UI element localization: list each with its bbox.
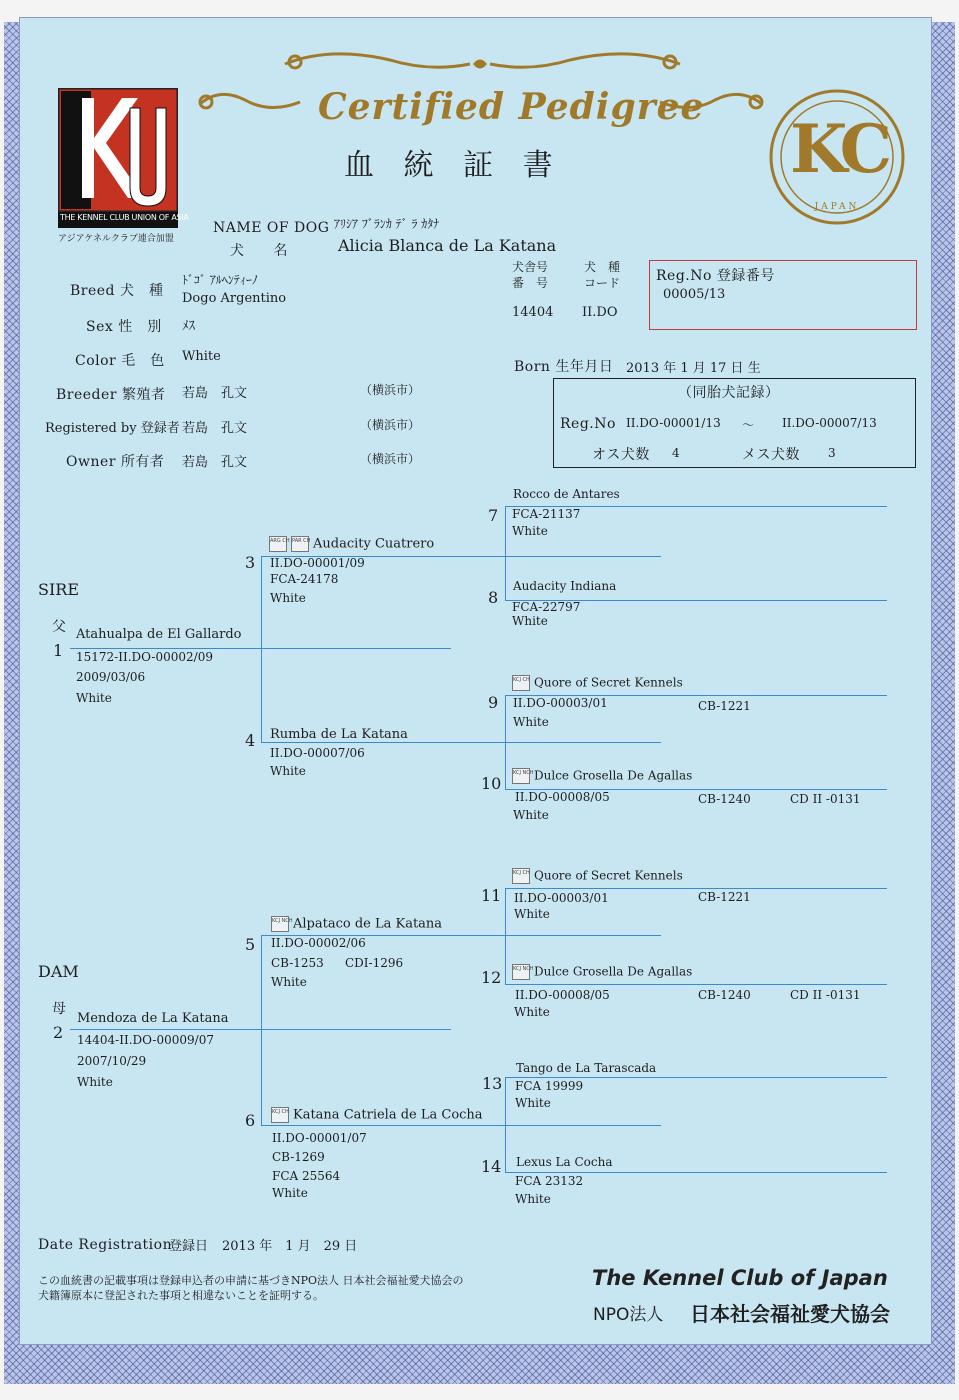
kua-name-jp: アジアケネルクラブ連合加盟 (58, 234, 174, 244)
p3-name: Audacity Cuatrero (313, 536, 435, 552)
p8-name: Audacity Indiana (513, 579, 617, 593)
litter-to: II.DO-00007/13 (782, 416, 877, 430)
vline-2 (261, 935, 262, 1125)
p12-color: White (514, 1005, 550, 1019)
litter-tilde: ～ (742, 418, 755, 432)
certification-line-1: この血統書の記載事項は登録申込者の申請に基づきNPO法人 日本社会福祉愛犬協会の (38, 1274, 464, 1287)
dog-name-kana: ｱﾘｼｱ ﾌﾞﾗﾝｶ ﾃﾞ ﾗ ｶﾀﾅ (334, 217, 440, 231)
litter-from: II.DO-00001/13 (626, 416, 721, 430)
p5-cdi: CDI-1296 (345, 956, 404, 970)
pedigree-number-3: 3 (245, 553, 256, 572)
p4-reg: II.DO-00007/06 (270, 746, 365, 760)
date-registration-label: Date Registration (38, 1237, 173, 1253)
p13-reg: FCA 19999 (515, 1079, 584, 1093)
reg-label: Reg.No 登録番号 (656, 268, 775, 284)
p10-title (512, 768, 692, 784)
title-badge: KCJ CH (271, 1107, 289, 1123)
p9-cb: CB-1221 (698, 699, 751, 713)
kennel-label-1: 犬舎号 (512, 260, 549, 274)
p6-color: White (272, 1186, 308, 1200)
breed-kana: ﾄﾞｺﾞ ｱﾙﾍﾝﾃｨｰﾉ (182, 273, 258, 287)
p6-title (271, 1107, 483, 1123)
pedigree-number-10: 10 (481, 774, 502, 793)
p10-name: Dulce Grosella De Agallas (534, 768, 693, 783)
kc-country: JAPAN (814, 202, 860, 212)
pedigree-number-8: 8 (488, 588, 499, 607)
p1-dob: 2009/03/06 (76, 670, 146, 684)
p14-name: Lexus La Cocha (516, 1155, 613, 1169)
breed-code-label-1: 犬 種 (584, 260, 621, 274)
p14-color: White (515, 1192, 551, 1206)
p5-title (271, 916, 442, 932)
title-badge: KCJ NCH (271, 916, 289, 932)
pedigree-number-5: 5 (245, 935, 256, 954)
registered-label: Registered by 登録者 (45, 421, 180, 436)
kua-logo (58, 88, 189, 244)
vline-6 (505, 1077, 506, 1172)
litter-title: （同胎犬記録） (678, 385, 780, 401)
kennel-number: 14404 (512, 305, 554, 320)
p13-color: White (515, 1096, 551, 1110)
p3-extra: FCA-24178 (270, 572, 339, 586)
line-6 (261, 1125, 661, 1126)
p1-reg: 15172-II.DO-00002/09 (76, 650, 213, 664)
dog-name: Alicia Blanca de La Katana (338, 236, 557, 255)
sire-label: SIRE (38, 580, 80, 599)
owner-value: 若島 孔文 (182, 455, 248, 470)
name-label-en: NAME OF DOG (213, 220, 330, 236)
p11-cb: CB-1221 (698, 890, 751, 904)
vline-5 (505, 888, 506, 984)
color-value: White (182, 349, 221, 364)
p2-name: Mendoza de La Katana (77, 1011, 229, 1026)
males-label: オス犬数 (592, 447, 650, 463)
org-name-jp: 日本社会福祉愛犬協会 (690, 1302, 890, 1326)
p5-cb: CB-1253 (271, 956, 324, 970)
dam-label: DAM (38, 962, 79, 981)
litter-box (553, 378, 916, 468)
vline-4 (505, 695, 506, 789)
title-badge: ARG CH (269, 536, 287, 552)
p10-color: White (513, 808, 549, 822)
p11-name: Quore of Secret Kennels (534, 868, 683, 883)
pedigree-number-1: 1 (53, 641, 64, 660)
sex-value: ﾒｽ (182, 319, 195, 334)
females-label: メス犬数 (742, 447, 800, 463)
p6-name: Katana Catriela de La Cocha (293, 1107, 483, 1123)
breeder-city: （横浜市） (360, 383, 421, 397)
pedigree-number-6: 6 (245, 1111, 256, 1130)
breed-value: Dogo Argentino (182, 291, 287, 306)
breed-label: Breed 犬 種 (70, 283, 164, 299)
kennel-label-2: 番 号 (512, 276, 549, 290)
p3-title (269, 536, 434, 552)
p5-color: White (271, 975, 307, 989)
line-11 (505, 888, 887, 889)
title-badge: KCJ NCH (512, 964, 530, 980)
p3-color: White (270, 591, 306, 605)
p5-name: Alpataco de La Katana (293, 916, 443, 932)
p10-cd: CD II -0131 (790, 792, 861, 806)
title-badge: KCJ CH (512, 868, 530, 884)
title-badge: KCJ NCH (512, 768, 530, 784)
title-badge: KCJ CH (512, 675, 530, 691)
reg-number: 00005/13 (663, 287, 726, 302)
pedigree-number-14: 14 (481, 1157, 502, 1176)
kc-logo (768, 88, 906, 226)
p12-cd: CD II -0131 (790, 988, 861, 1002)
males-count: 4 (672, 446, 680, 460)
name-label-jp: 犬 名 (230, 243, 288, 259)
date-registration-value: 2013 年 1 月 29 日 (222, 1239, 358, 1254)
pedigree-number-9: 9 (488, 693, 499, 712)
p9-color: White (513, 715, 549, 729)
line-4 (261, 742, 661, 743)
breed-code: II.DO (582, 305, 618, 320)
pedigree-number-12: 12 (481, 968, 502, 987)
p3-reg: II.DO-00001/09 (270, 556, 365, 570)
p8-color: White (512, 614, 548, 628)
p4-name: Rumba de La Katana (270, 727, 408, 742)
color-label: Color 毛 色 (75, 353, 165, 369)
litter-reg-label: Reg.No (560, 416, 616, 432)
p10-reg: II.DO-00008/05 (515, 790, 610, 804)
kc-logo-letters: KC (790, 110, 887, 188)
p12-reg: II.DO-00008/05 (515, 988, 610, 1002)
registered-city: （横浜市） (360, 418, 421, 432)
registration-box (649, 260, 917, 330)
p12-title (512, 964, 692, 980)
title-jp: 血 統 証 書 (344, 148, 563, 183)
owner-label: Owner 所有者 (66, 454, 165, 470)
p11-color: White (514, 907, 550, 921)
p6-fca: FCA 25564 (272, 1169, 341, 1183)
p4-color: White (270, 764, 306, 778)
dam-jp: 母 (52, 1001, 67, 1017)
vline-3 (505, 506, 506, 600)
p9-reg: II.DO-00003/01 (513, 696, 608, 710)
org-prefix: NPO法人 (593, 1305, 664, 1325)
breeder-label: Breeder 繁殖者 (56, 387, 166, 403)
p9-title (512, 675, 683, 691)
p11-title (512, 868, 683, 884)
p12-cb: CB-1240 (698, 988, 751, 1002)
pedigree-number-13: 13 (482, 1074, 503, 1093)
born-date: 2013 年 1 月 17 日 生 (626, 361, 761, 376)
certification-line-2: 犬籍簿原本に登記された事項と相違ないことを証明する。 (38, 1289, 324, 1302)
line-13 (505, 1077, 887, 1078)
pedigree-number-11: 11 (481, 886, 502, 905)
p10-cb: CB-1240 (698, 792, 751, 806)
pedigree-number-4: 4 (245, 731, 256, 750)
p2-color: White (77, 1075, 113, 1089)
p8-reg: FCA-22797 (512, 600, 581, 614)
date-registration-label-jp: 登録日 (169, 1239, 209, 1254)
p13-name: Tango de La Tarascada (516, 1061, 657, 1075)
pedigree-number-2: 2 (53, 1023, 64, 1042)
p11-reg: II.DO-00003/01 (514, 891, 609, 905)
p1-name: Atahualpa de El Gallardo (76, 627, 242, 642)
org-name-en: The Kennel Club of Japan (592, 1266, 888, 1290)
p2-dob: 2007/10/29 (77, 1054, 147, 1068)
sire-jp: 父 (52, 619, 67, 635)
owner-city: （横浜市） (360, 452, 421, 466)
p2-reg: 14404-II.DO-00009/07 (77, 1033, 214, 1047)
p7-name: Rocco de Antares (513, 487, 620, 501)
kua-name: THE KENNEL CLUB UNION OF ASIA (60, 213, 189, 222)
p5-reg: II.DO-00002/06 (271, 936, 366, 950)
registered-value: 若島 孔文 (182, 421, 248, 436)
breed-code-label-2: コード (584, 276, 621, 290)
p7-color: White (512, 524, 548, 538)
born-label: Born 生年月日 (514, 359, 614, 375)
females-count: 3 (828, 446, 836, 460)
p14-reg: FCA 23132 (515, 1174, 584, 1188)
title-badge: PAR CH (291, 536, 309, 552)
pedigree-number-7: 7 (488, 506, 499, 525)
kua-emblem-icon (58, 88, 178, 228)
p12-name: Dulce Grosella De Agallas (534, 964, 693, 979)
breeder-value: 若島 孔文 (182, 386, 248, 401)
vline-1 (261, 556, 262, 742)
p9-name: Quore of Secret Kennels (534, 675, 683, 690)
p1-color: White (76, 691, 112, 705)
line-12 (505, 984, 887, 985)
p6-cb: CB-1269 (272, 1150, 325, 1164)
p6-reg: II.DO-00001/07 (272, 1131, 367, 1145)
sex-label: Sex 性 別 (86, 319, 162, 335)
p7-reg: FCA-21137 (512, 507, 581, 521)
line-14 (505, 1172, 887, 1173)
title: Certified Pedigree (318, 86, 705, 128)
